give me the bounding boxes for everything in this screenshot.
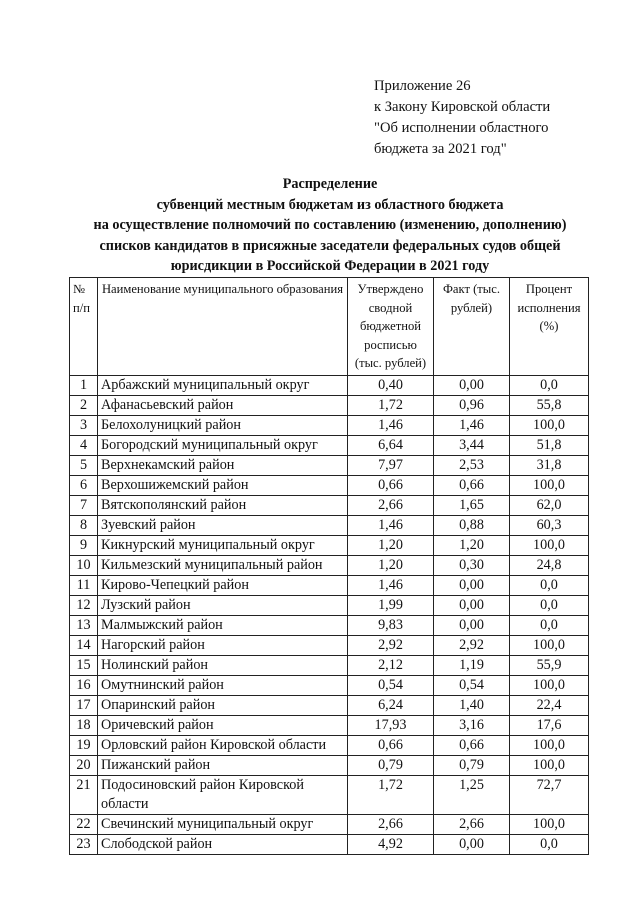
- annex-header: [374, 76, 624, 160]
- table-row: [70, 375, 589, 395]
- row-name: Богородский муниципальный округ: [98, 435, 348, 455]
- table-row: [70, 655, 589, 675]
- row-name: Нолинский район: [98, 655, 348, 675]
- table-row: [70, 595, 589, 615]
- table-row: [70, 415, 589, 435]
- row-fact: 0,66: [434, 475, 510, 495]
- row-number: 1: [70, 375, 98, 395]
- row-approved: 1,72: [348, 775, 434, 814]
- distribution-table: [69, 277, 589, 855]
- row-name: Нагорский район: [98, 635, 348, 655]
- header-name: Наименование муниципального образования: [98, 278, 348, 376]
- row-percent: 62,0: [510, 495, 589, 515]
- row-name: Кильмезский муниципальный район: [98, 555, 348, 575]
- row-fact: 2,66: [434, 814, 510, 834]
- row-number: 10: [70, 555, 98, 575]
- title-line: Распределение: [282, 176, 378, 192]
- row-percent: 55,8: [510, 395, 589, 415]
- row-number: 20: [70, 755, 98, 775]
- table-row: [70, 535, 589, 555]
- row-fact: 0,79: [434, 755, 510, 775]
- row-percent: 0,0: [510, 615, 589, 635]
- row-name: Верхнекамский район: [98, 455, 348, 475]
- table-row: [70, 755, 589, 775]
- row-name: Опаринский район: [98, 695, 348, 715]
- title-line: юрисдикции в Российской Федерации в 2021 году: [170, 258, 490, 274]
- row-percent: 0,0: [510, 575, 589, 595]
- title-line: на осуществление полномочий по составлению (изменению, дополнению): [93, 217, 567, 233]
- row-approved: 17,93: [348, 715, 434, 735]
- row-approved: 2,66: [348, 814, 434, 834]
- row-fact: 1,25: [434, 775, 510, 814]
- row-percent: 100,0: [510, 415, 589, 435]
- table-row: [70, 775, 589, 814]
- row-name: Верхошижемский район: [98, 475, 348, 495]
- row-name: Оричевский район: [98, 715, 348, 735]
- row-percent: 0,0: [510, 375, 589, 395]
- row-fact: 0,00: [434, 834, 510, 854]
- row-number: 3: [70, 415, 98, 435]
- table-row: [70, 495, 589, 515]
- row-number: 6: [70, 475, 98, 495]
- row-approved: 0,79: [348, 755, 434, 775]
- row-name: Белохолуницкий район: [98, 415, 348, 435]
- row-approved: 0,66: [348, 475, 434, 495]
- header-percent: Процент исполнения (%): [510, 278, 589, 376]
- row-approved: 7,97: [348, 455, 434, 475]
- table-row: [70, 575, 589, 595]
- row-number: 9: [70, 535, 98, 555]
- row-number: 21: [70, 775, 98, 814]
- table-row: [70, 475, 589, 495]
- row-approved: 1,20: [348, 535, 434, 555]
- row-approved: 1,99: [348, 595, 434, 615]
- row-fact: 1,20: [434, 535, 510, 555]
- row-fact: 1,46: [434, 415, 510, 435]
- table-header-row: [70, 278, 589, 376]
- annex-line: бюджета за 2021 год": [374, 141, 507, 157]
- row-fact: 1,65: [434, 495, 510, 515]
- row-number: 4: [70, 435, 98, 455]
- row-approved: 0,66: [348, 735, 434, 755]
- table-row: [70, 435, 589, 455]
- row-approved: 1,46: [348, 415, 434, 435]
- row-name: Арбажский муниципальный округ: [98, 375, 348, 395]
- row-approved: 0,40: [348, 375, 434, 395]
- row-name: Омутнинский район: [98, 675, 348, 695]
- table-row: [70, 735, 589, 755]
- row-percent: 100,0: [510, 675, 589, 695]
- document-title: [30, 174, 630, 277]
- row-number: 7: [70, 495, 98, 515]
- table-row: [70, 715, 589, 735]
- header-fact: Факт (тыс. рублей): [434, 278, 510, 376]
- row-percent: 100,0: [510, 814, 589, 834]
- row-approved: 2,12: [348, 655, 434, 675]
- table-body: [70, 375, 589, 854]
- row-name: Орловский район Кировской области: [98, 735, 348, 755]
- row-percent: 100,0: [510, 755, 589, 775]
- row-approved: 1,20: [348, 555, 434, 575]
- row-fact: 2,53: [434, 455, 510, 475]
- row-percent: 17,6: [510, 715, 589, 735]
- row-fact: 0,54: [434, 675, 510, 695]
- row-name: Подосиновский район Кировской области: [98, 775, 348, 814]
- table-row: [70, 635, 589, 655]
- row-percent: 31,8: [510, 455, 589, 475]
- row-fact: 0,00: [434, 375, 510, 395]
- row-name: Лузский район: [98, 595, 348, 615]
- row-approved: 2,66: [348, 495, 434, 515]
- row-fact: 0,00: [434, 615, 510, 635]
- row-number: 22: [70, 814, 98, 834]
- row-name: Пижанский район: [98, 755, 348, 775]
- table-row: [70, 615, 589, 635]
- row-percent: 100,0: [510, 635, 589, 655]
- annex-line: к Закону Кировской области: [374, 99, 551, 115]
- row-number: 11: [70, 575, 98, 595]
- row-number: 8: [70, 515, 98, 535]
- row-name: Свечинский муниципальный округ: [98, 814, 348, 834]
- row-fact: 0,96: [434, 395, 510, 415]
- row-percent: 55,9: [510, 655, 589, 675]
- table-row: [70, 555, 589, 575]
- row-percent: 72,7: [510, 775, 589, 814]
- row-number: 13: [70, 615, 98, 635]
- row-approved: 4,92: [348, 834, 434, 854]
- row-approved: 1,46: [348, 575, 434, 595]
- row-name: Вятскополянский район: [98, 495, 348, 515]
- row-percent: 0,0: [510, 595, 589, 615]
- row-approved: 1,72: [348, 395, 434, 415]
- table-row: [70, 455, 589, 475]
- row-fact: 1,40: [434, 695, 510, 715]
- row-number: 15: [70, 655, 98, 675]
- row-name: Малмыжский район: [98, 615, 348, 635]
- title-line: субвенций местным бюджетам из областного бюджета: [156, 196, 504, 213]
- row-approved: 6,24: [348, 695, 434, 715]
- row-name: Зуевский район: [98, 515, 348, 535]
- row-percent: 100,0: [510, 475, 589, 495]
- table-row: [70, 395, 589, 415]
- header-num: № п/п: [70, 278, 98, 376]
- title-line: списков кандидатов в присяжные заседатели федеральных судов общей: [99, 237, 561, 254]
- row-fact: 2,92: [434, 635, 510, 655]
- row-fact: 1,19: [434, 655, 510, 675]
- annex-line: "Об исполнении областного: [374, 120, 549, 136]
- row-name: Кикнурский муниципальный округ: [98, 535, 348, 555]
- row-percent: 51,8: [510, 435, 589, 455]
- header-approved: Утверждено сводной бюджетной росписью (тыс. рублей): [348, 278, 434, 376]
- table-row: [70, 814, 589, 834]
- row-name: Афанасьевский район: [98, 395, 348, 415]
- row-number: 2: [70, 395, 98, 415]
- row-name: Кирово-Чепецкий район: [98, 575, 348, 595]
- row-fact: 3,44: [434, 435, 510, 455]
- row-number: 19: [70, 735, 98, 755]
- row-number: 18: [70, 715, 98, 735]
- row-fact: 0,66: [434, 735, 510, 755]
- row-number: 16: [70, 675, 98, 695]
- row-fact: 0,00: [434, 595, 510, 615]
- row-number: 23: [70, 834, 98, 854]
- row-percent: 0,0: [510, 834, 589, 854]
- row-number: 12: [70, 595, 98, 615]
- row-number: 5: [70, 455, 98, 475]
- table-row: [70, 695, 589, 715]
- row-approved: 9,83: [348, 615, 434, 635]
- row-approved: 1,46: [348, 515, 434, 535]
- row-fact: 0,00: [434, 575, 510, 595]
- row-percent: 100,0: [510, 535, 589, 555]
- table-row: [70, 515, 589, 535]
- row-percent: 100,0: [510, 735, 589, 755]
- row-approved: 6,64: [348, 435, 434, 455]
- row-percent: 22,4: [510, 695, 589, 715]
- row-name: Слободской район: [98, 834, 348, 854]
- row-approved: 2,92: [348, 635, 434, 655]
- row-approved: 0,54: [348, 675, 434, 695]
- table-row: [70, 834, 589, 854]
- row-fact: 3,16: [434, 715, 510, 735]
- row-fact: 0,30: [434, 555, 510, 575]
- annex-line: Приложение 26: [374, 78, 471, 94]
- row-number: 14: [70, 635, 98, 655]
- row-percent: 60,3: [510, 515, 589, 535]
- row-percent: 24,8: [510, 555, 589, 575]
- table-row: [70, 675, 589, 695]
- row-number: 17: [70, 695, 98, 715]
- row-fact: 0,88: [434, 515, 510, 535]
